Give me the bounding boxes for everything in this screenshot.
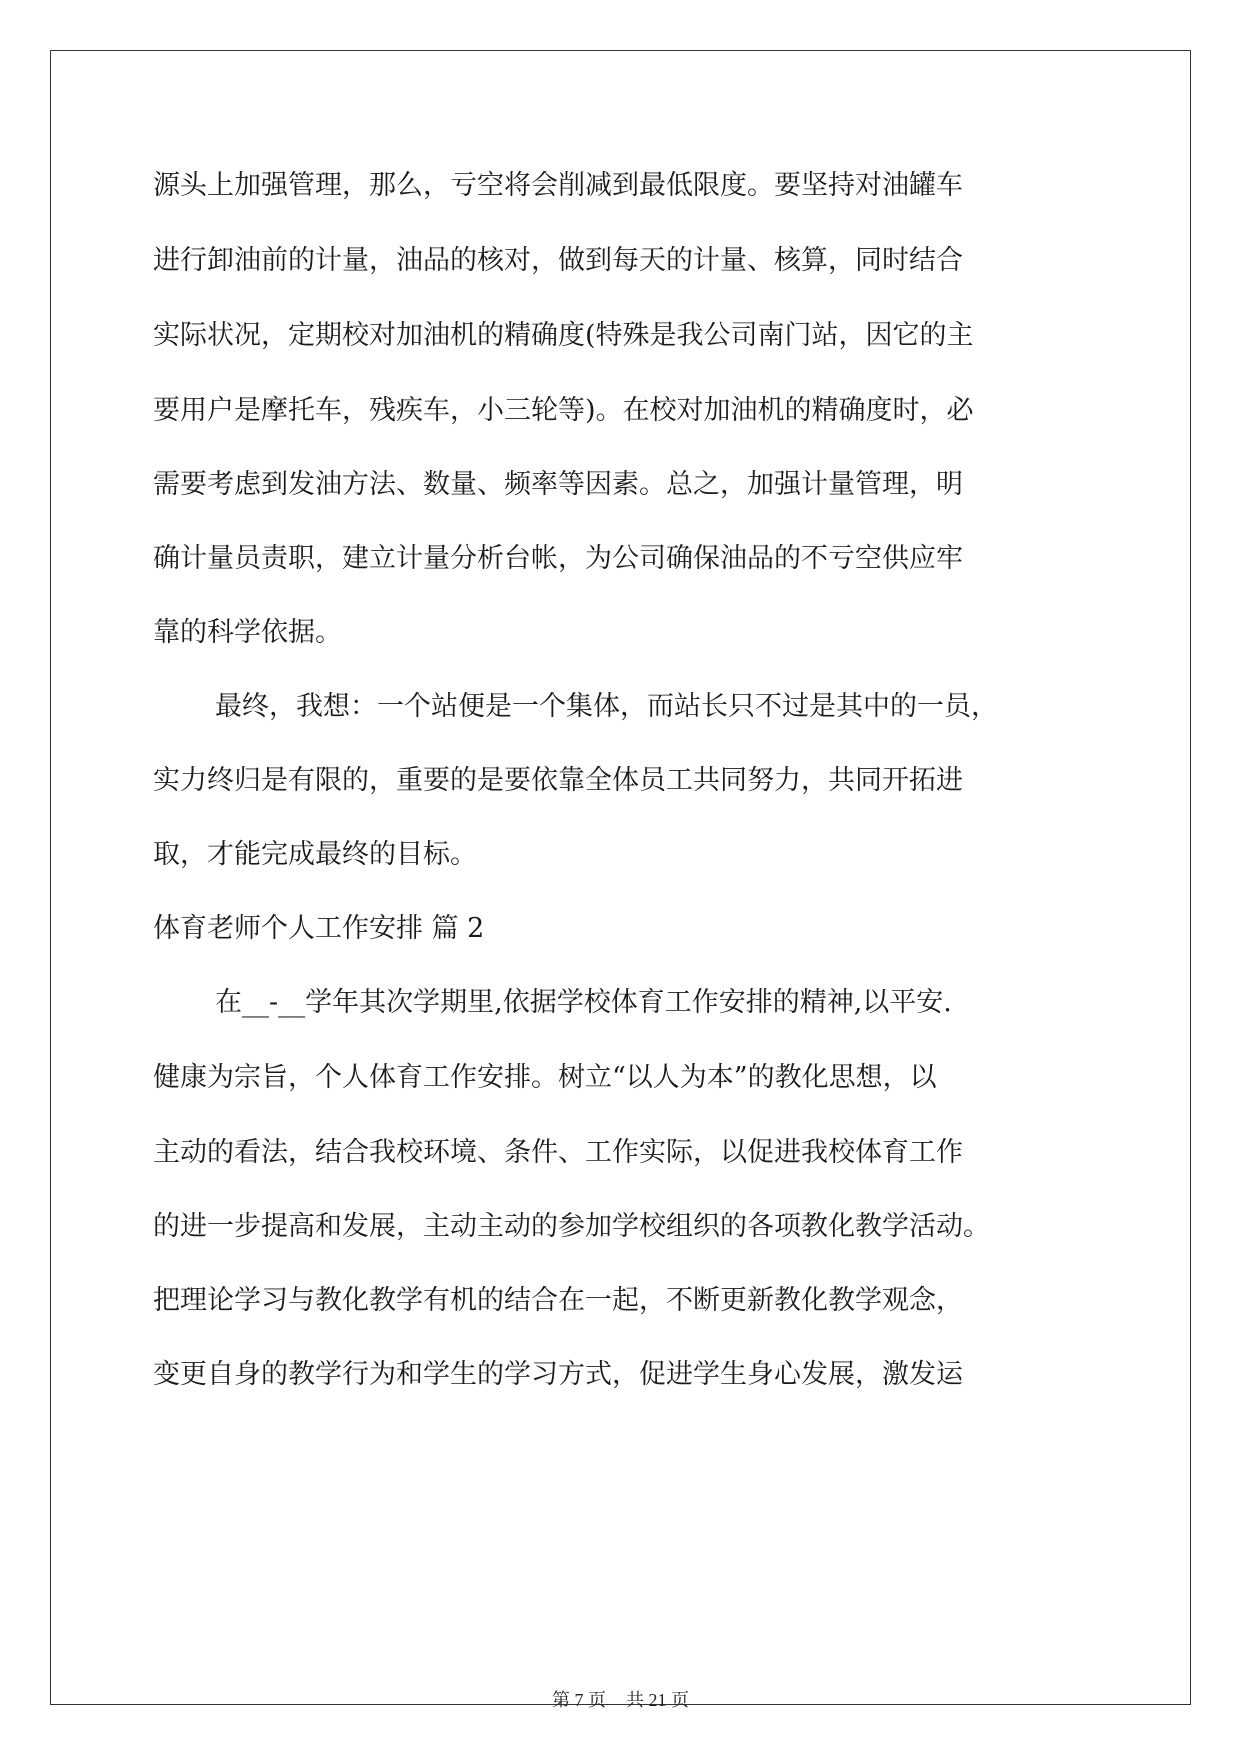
body-text-line: 源头上加强管理，那么，亏空将会削减到最低限度。要坚持对油罐车: [153, 170, 963, 201]
body-text-line: 需要考虑到发油方法、数量、频率等因素。总之，加强计量管理，明: [153, 469, 963, 500]
body-text-line: 确计量员责职，建立计量分析台帐，为公司确保油品的不亏空供应牢: [153, 543, 963, 574]
body-text-line: 要用户是摩托车，残疾车，小三轮等)。在校对加油机的精确度时，必: [153, 395, 974, 426]
page-footer: [0, 1688, 1241, 1712]
body-text-line: 的进一步提高和发展，主动主动的参加学校组织的各项教化教学活动。: [153, 1211, 990, 1242]
body-text-line: 在__-__学年其次学期里,依据学校体育工作安排的精神,以平安.: [215, 987, 952, 1018]
page-total: 共 21 页: [626, 1690, 689, 1710]
page-border: [50, 50, 1191, 1705]
section-heading: 体育老师个人工作安排 篇 2: [153, 913, 485, 944]
page-number: 第 7 页: [552, 1690, 606, 1710]
body-text-line: 变更自身的教学行为和学生的学习方式，促进学生身心发展，激发运: [153, 1359, 963, 1390]
body-text-line: 主动的看法，结合我校环境、条件、工作实际，以促进我校体育工作: [153, 1137, 963, 1168]
body-text-line: 进行卸油前的计量，油品的核对，做到每天的计量、核算，同时结合: [153, 245, 963, 276]
body-text-line: 靠的科学依据。: [153, 617, 342, 648]
body-text-line: 把理论学习与教化教学有机的结合在一起，不断更新教化教学观念，: [153, 1285, 963, 1316]
body-text-line: 健康为宗旨，个人体育工作安排。树立“以人为本”的教化思想，以: [153, 1062, 937, 1093]
body-text-line: 实力终归是有限的，重要的是要依靠全体员工共同努力，共同开拓进: [153, 765, 963, 796]
body-text-line: 取，才能完成最终的目标。: [153, 839, 477, 870]
body-text-line: 实际状况，定期校对加油机的精确度(特殊是我公司南门站，因它的主: [153, 320, 974, 351]
body-text-line: 最终，我想：一个站便是一个集体，而站长只不过是其中的一员，: [215, 691, 998, 722]
